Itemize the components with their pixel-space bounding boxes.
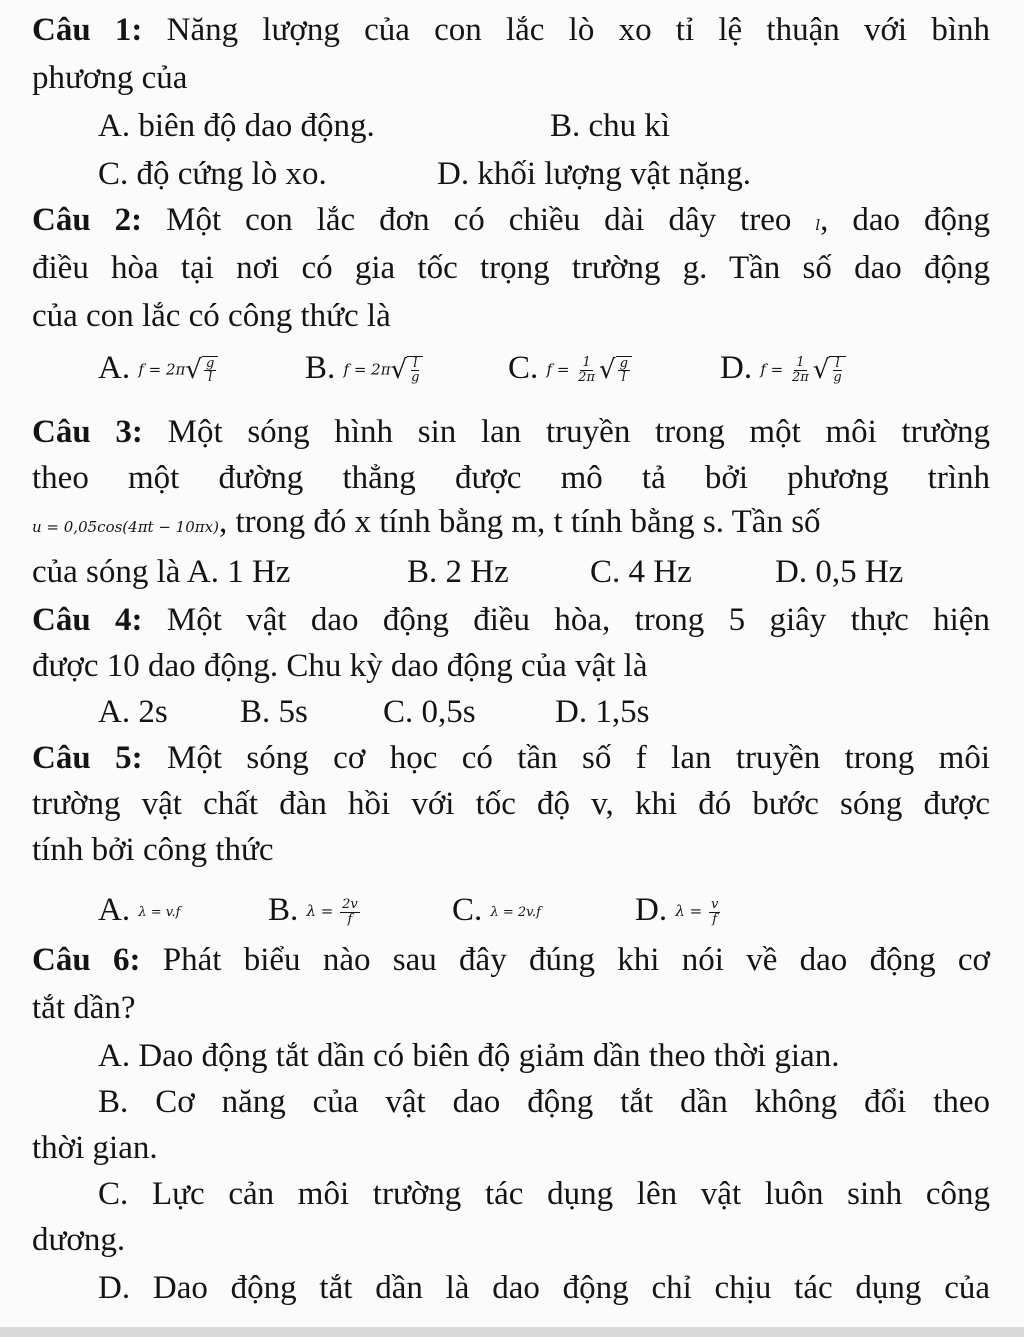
q2-c-formula: [547, 356, 632, 385]
q1-option-b: B. chu kì: [550, 108, 671, 144]
q2-c-num: g: [619, 355, 628, 371]
q2-d-num: l: [835, 355, 840, 371]
q2-a-num: g: [205, 355, 215, 371]
q5-number: Câu 5:: [32, 740, 143, 776]
bottom-edge-bar: [0, 1327, 1024, 1337]
q5-option-d: [635, 890, 722, 930]
q2-d-den: g: [833, 370, 842, 386]
q2-b-sqrt: √ $\frac{l}{g}$: [391, 356, 424, 385]
q6-text-2: tắt dần?: [32, 990, 136, 1026]
q1-text-1: Năng lượng của con lắc lò xo tỉ lệ thuận với bình: [166, 12, 990, 48]
q2-length-symbol: l: [815, 216, 821, 234]
q5-d-num: v: [710, 897, 719, 913]
q2-a-label: A.: [98, 350, 131, 386]
q2-option-c: [508, 348, 632, 388]
q5-b-den: f: [347, 911, 353, 927]
q5-b-formula: [307, 898, 362, 926]
q5-text-1: Một sóng cơ học có tần số f lan truyền trong môi: [167, 740, 991, 776]
q2-c-one: 1: [582, 355, 591, 371]
q2-d-one: 1: [796, 355, 805, 371]
q5-b-num: 2v: [342, 897, 358, 913]
q3-text-3: , trong đó x tính bằng m, t tính bằng s. Tần số: [218, 504, 821, 540]
q2-option-b: [305, 348, 423, 388]
q5-d-label: D.: [635, 892, 668, 928]
q2-a-sqrt: √ $\frac{g}{l}$: [185, 356, 218, 385]
q2-a-2pi: 2π: [166, 360, 186, 379]
q3-line-3: [32, 502, 821, 547]
q5-c-label: C.: [452, 892, 483, 928]
q2-d-label: D.: [720, 350, 753, 386]
q2-c-f: f =: [546, 360, 575, 379]
q1-number: Câu 1:: [32, 12, 143, 48]
q2-a-den: l: [208, 370, 213, 386]
q2-d-f: f =: [760, 360, 788, 379]
q2-a-f: f =: [138, 360, 166, 379]
q4-option-c: C. 0,5s: [383, 694, 476, 730]
q2-b-2pi: 2π: [371, 360, 391, 379]
q6-option-b-2: thời gian.: [32, 1130, 158, 1166]
q1-option-c: C. độ cứng lò xo.: [98, 156, 327, 192]
q5-option-c: [452, 890, 541, 930]
q6-option-d-1: D. Dao động tắt dần là dao động chỉ chịu tác dụng của: [98, 1270, 990, 1306]
q6-text-1: Phát biểu nào sau đây đúng khi nói về dao động cơ: [162, 942, 990, 978]
q5-d-den: f: [712, 911, 718, 927]
q5-a-label: A.: [98, 892, 131, 928]
q1-line-1: [32, 10, 990, 50]
q2-text-3: của con lắc có công thức là: [32, 298, 391, 334]
q5-text-2: trường vật chất đàn hồi với tốc độ v, khi đó bước sóng được: [32, 786, 990, 822]
q2-text-1b: , dao động: [820, 202, 991, 238]
q1-text-2: phương của: [32, 60, 188, 96]
q4-text-1: Một vật dao động điều hòa, trong 5 giây thực hiện: [166, 602, 990, 638]
q2-c-2pi: 2π: [578, 369, 595, 385]
q5-c-formula: λ = 2v.f: [490, 904, 541, 920]
q6-number: Câu 6:: [32, 942, 141, 978]
q5-text-3: tính bởi công thức: [32, 832, 274, 868]
q1-option-d: D. khối lượng vật nặng.: [437, 156, 751, 192]
q2-number: Câu 2:: [32, 202, 143, 238]
q2-d-sqrt: √ $\frac{l}{g}$: [813, 356, 846, 385]
q4-option-d: D. 1,5s: [555, 694, 650, 730]
q3-option-b: B. 2 Hz: [407, 554, 509, 590]
q3-equation: u = 0,05cos(4πt − 10πx): [32, 518, 219, 536]
q2-option-a: [98, 348, 218, 388]
q2-a-formula: [138, 356, 218, 385]
q2-option-d: [720, 348, 846, 388]
q3-text-2: theo một đường thẳng được mô tả bởi phương trình: [32, 460, 990, 496]
q5-b-lambda: λ =: [306, 902, 339, 921]
q2-c-label: C.: [508, 350, 539, 386]
q4-text-2: được 10 dao động. Chu kỳ dao động của vật là: [32, 648, 648, 684]
q2-b-num: l: [413, 355, 418, 371]
q5-option-b: [268, 890, 362, 930]
q2-b-label: B.: [305, 350, 336, 386]
q2-d-2pi: 2π: [792, 369, 809, 385]
q5-d-formula: [675, 898, 722, 926]
q3-text-4: của sóng là A. 1 Hz: [32, 554, 291, 590]
q5-line-1: [32, 738, 990, 778]
q2-line-1: [32, 200, 990, 245]
q3-option-c: C. 4 Hz: [590, 554, 692, 590]
q2-c-den: l: [621, 370, 626, 386]
q4-number: Câu 4:: [32, 602, 143, 638]
q2-d-formula: [760, 356, 845, 385]
q5-b-label: B.: [268, 892, 299, 928]
q3-line-1: [32, 412, 990, 452]
q3-text-1: Một sóng hình sin lan truyền trong một môi trường: [167, 414, 990, 450]
q4-option-b: B. 5s: [240, 694, 308, 730]
q6-line-1: [32, 940, 990, 980]
q4-option-a: A. 2s: [98, 694, 168, 730]
q2-text-2: điều hòa tại nơi có gia tốc trọng trường g. Tần số dao động: [32, 250, 990, 286]
q2-b-f: f =: [343, 360, 372, 379]
q6-option-c-1: C. Lực cản môi trường tác dụng lên vật luôn sinh công: [98, 1176, 990, 1212]
q3-number: Câu 3:: [32, 414, 143, 450]
q6-option-b-1: B. Cơ năng của vật dao động tắt dần không đổi theo: [98, 1084, 990, 1120]
q2-b-den: g: [411, 370, 420, 386]
q5-option-a: [98, 890, 181, 930]
q6-option-c-2: dương.: [32, 1222, 126, 1258]
q2-b-formula: [344, 356, 424, 385]
q3-option-d: D. 0,5 Hz: [775, 554, 904, 590]
q2-c-sqrt: √ $\frac{g}{l}$: [599, 356, 632, 385]
q1-option-a: A. biên độ dao động.: [98, 108, 375, 144]
q6-option-a: A. Dao động tắt dần có biên độ giảm dần theo thời gian.: [98, 1038, 840, 1074]
q5-d-lambda: λ =: [675, 902, 707, 921]
q4-line-1: [32, 600, 990, 640]
q5-a-formula: λ = v.f: [138, 904, 181, 920]
q2-text-1a: Một con lắc đơn có chiều dài dây treo: [166, 202, 792, 238]
